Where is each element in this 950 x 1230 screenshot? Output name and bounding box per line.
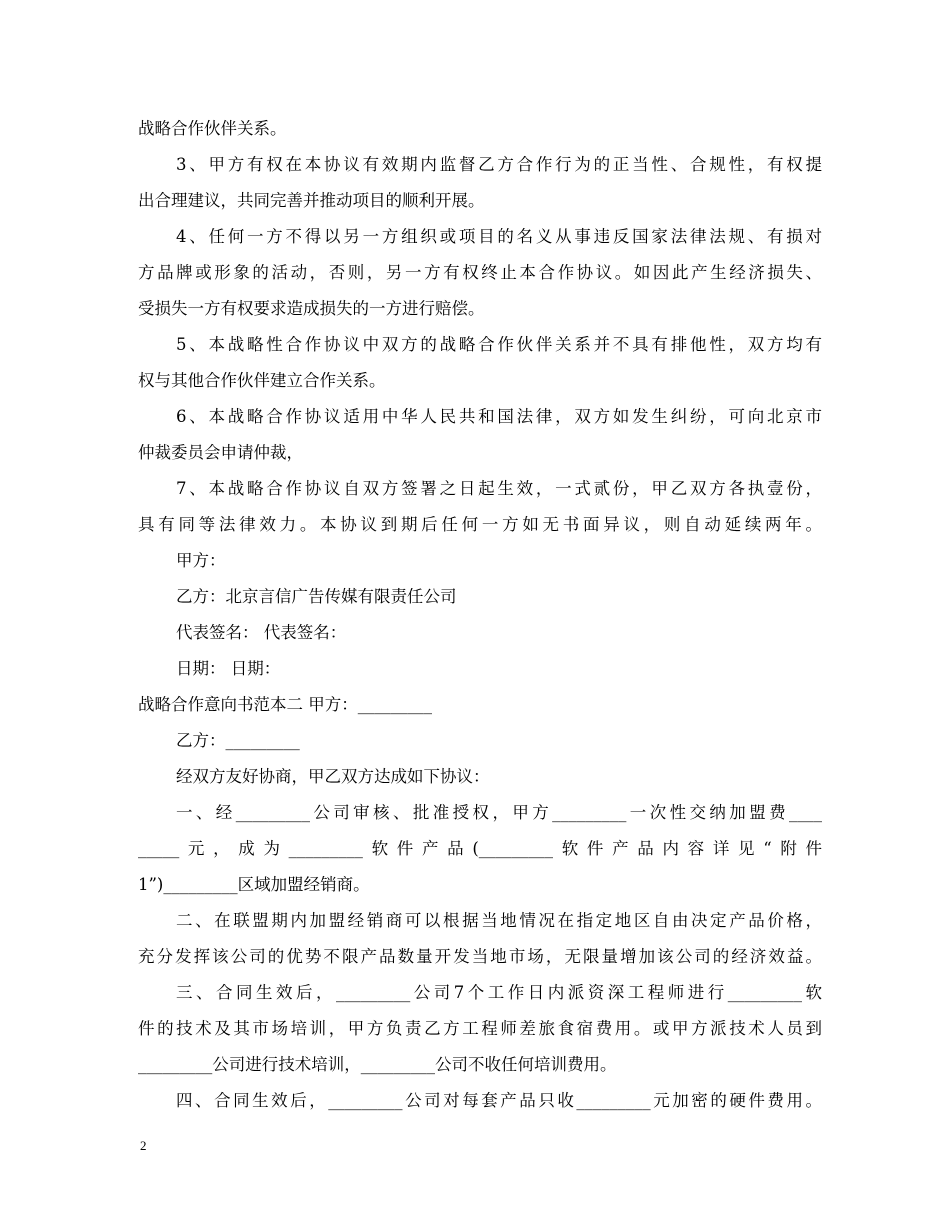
page-number: 2 <box>140 1138 147 1153</box>
party-b-blank: 乙方：_________ <box>176 731 300 750</box>
party-b-label: 乙方：北京言信广告传媒有限责任公司 <box>176 587 457 606</box>
item-1-line-2: _____元，成为_________软件产品(_________软件产品内容详见“附件 <box>138 839 822 858</box>
item-2-line-2: 充分发挥该公司的优势不限产品数量开发当地市场，无限量增加该公司的经济效益。 <box>138 947 822 966</box>
clause-4-line-1: 4、任何一方不得以另一方组织或项目的名义从事违反国家法律法规、有损对 <box>176 227 822 246</box>
item-1-line-1: 一、经_________公司审核、批准授权，甲方_________一次性交纳加盟费____ <box>176 803 822 822</box>
clause-3-line-2: 出合理建议，共同完善并推动项目的顺利开展。 <box>138 191 485 210</box>
intro-line: 经双方友好协商，甲乙双方达成如下协议： <box>176 767 490 786</box>
clause-7-line-1: 7、本战略合作协议自双方签署之日起生效，一式贰份，甲乙双方各执壹份， <box>176 479 822 498</box>
clause-4-line-3: 受损失一方有权要求造成损失的一方进行赔偿。 <box>138 299 485 318</box>
clause-6-line-1: 6、本战略合作协议适用中华人民共和国法律，双方如发生纠纷，可向北京市 <box>176 407 822 426</box>
clause-3-line-1: 3、甲方有权在本协议有效期内监督乙方合作行为的正当性、合规性，有权提 <box>176 155 822 174</box>
party-a-label: 甲方： <box>176 551 226 570</box>
item-3-line-3: _________公司进行技术培训，_________公司不收任何培训费用。 <box>138 1055 617 1074</box>
section-title: 战略合作意向书范本二 甲方：_________ <box>138 695 432 714</box>
signature-line: 代表签名： 代表签名： <box>176 623 347 642</box>
item-3-line-2: 件的技术及其市场培训，甲方负责乙方工程师差旅食宿费用。或甲方派技术人员到 <box>138 1019 822 1038</box>
text-line: 战略合作伙伴关系。 <box>138 119 287 138</box>
clause-7-line-2: 具有同等法律效力。本协议到期后任何一方如无书面异议，则自动延续两年。 <box>138 515 822 534</box>
clause-6-line-2: 仲裁委员会申请仲裁， <box>138 443 303 462</box>
clause-5-line-1: 5、本战略性合作协议中双方的战略合作伙伴关系并不具有排他性，双方均有 <box>176 335 822 354</box>
item-4-line-1: 四、合同生效后，_________公司对每套产品只收_________元加密的硬件费用。 <box>176 1091 822 1110</box>
clause-4-line-2: 方品牌或形象的活动，否则，另一方有权终止本合作协议。如因此产生经济损失、 <box>138 263 822 282</box>
item-1-line-3: 1”)_________区域加盟经销商。 <box>138 875 370 894</box>
item-2-line-1: 二、在联盟期内加盟经销商可以根据当地情况在指定地区自由决定产品价格， <box>176 911 822 930</box>
clause-5-line-2: 权与其他合作伙伴建立合作关系。 <box>138 371 386 390</box>
date-line: 日期： 日期： <box>176 659 281 678</box>
item-3-line-1: 三、合同生效后，_________公司7个工作日内派资深工程师进行_________软 <box>176 983 822 1002</box>
